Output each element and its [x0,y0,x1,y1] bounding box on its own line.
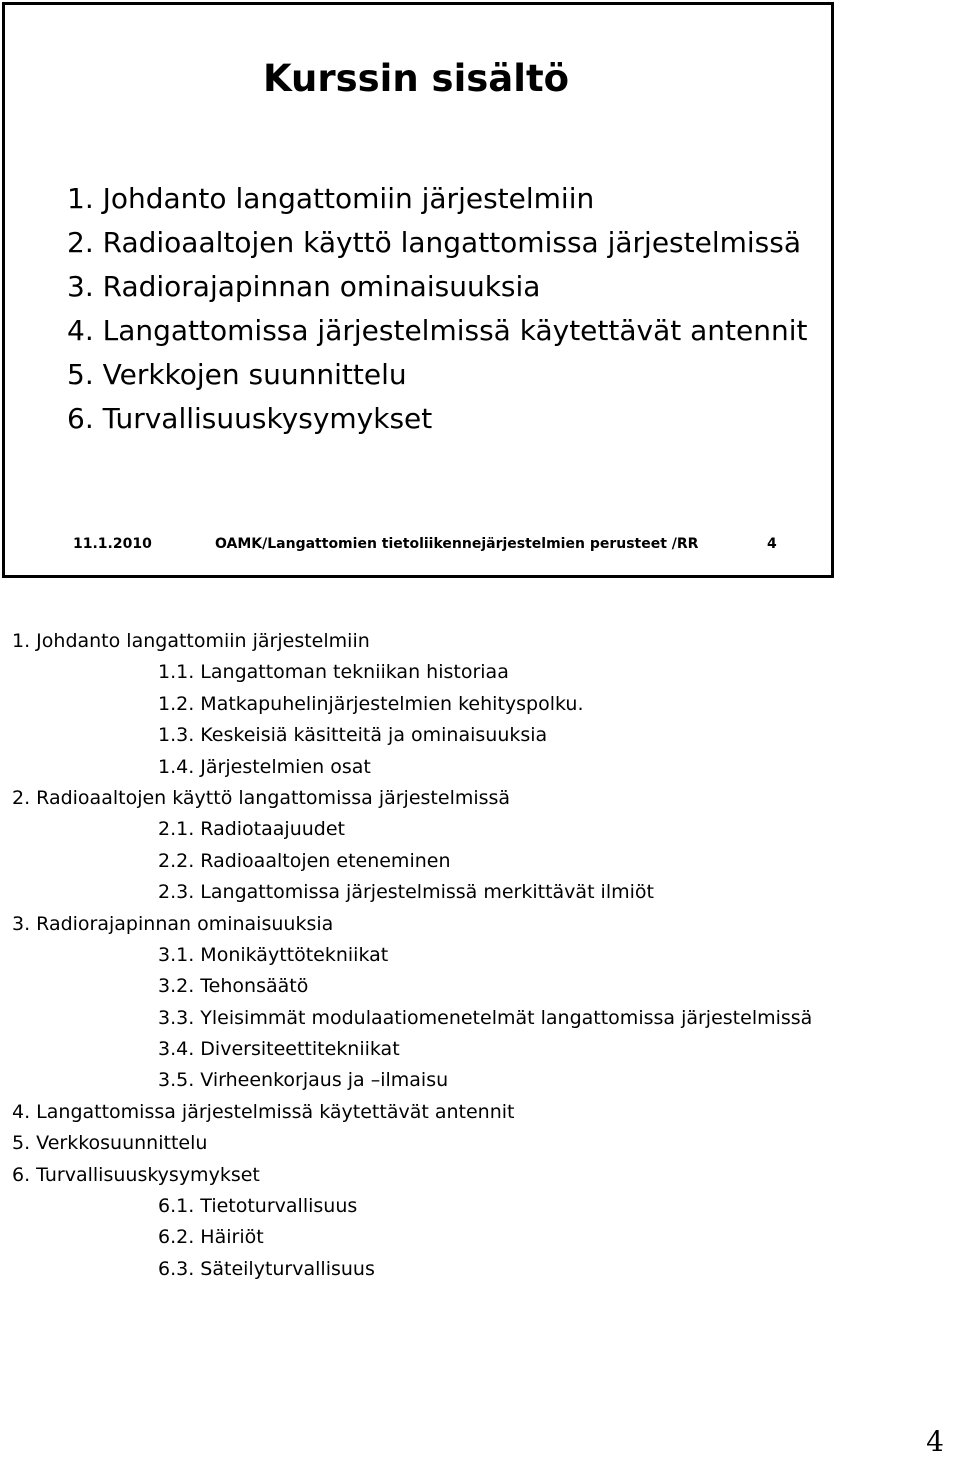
outline-item: 4. Langattomissa järjestelmissä käytettävät antennit [12,1100,515,1123]
slide-topic-list [67,177,807,441]
page-number: 4 [926,1425,944,1458]
outline-item: 6. Turvallisuuskysymykset [12,1163,260,1186]
outline-subitem: 3.4. Diversiteettitekniikat [158,1038,400,1061]
outline-subitem: 2.1. Radiotaajuudet [158,818,345,841]
outline-item: 3. Radiorajapinnan ominaisuuksia [12,912,334,935]
outline-subitem: 6.2. Häiriöt [158,1226,264,1249]
slide-topic-item: 1. Johdanto langattomiin järjestelmiin [67,182,595,215]
slide-footer-number: 4 [767,536,777,552]
outline-subitem: 6.1. Tietoturvallisuus [158,1195,358,1218]
slide-frame [2,2,834,578]
slide-title: Kurssin sisältö [263,57,570,100]
outline-subitem: 3.1. Monikäyttötekniikat [158,943,389,966]
outline-subitem: 3.5. Virheenkorjaus ja –ilmaisu [158,1069,449,1092]
slide-topic-item: 4. Langattomissa järjestelmissä käytettävät antennit [67,314,808,347]
slide-topic-item: 3. Radiorajapinnan ominaisuuksia [67,270,541,303]
outline-subitem: 2.2. Radioaaltojen eteneminen [158,849,451,872]
slide-topic-item: 6. Turvallisuuskysymykset [67,402,433,435]
slide-topic-item: 5. Verkkojen suunnittelu [67,358,407,391]
notes-outline [12,626,812,1285]
outline-subitem: 2.3. Langattomissa järjestelmissä merkittävät ilmiöt [158,881,654,904]
outline-subitem: 1.3. Keskeisiä käsitteitä ja ominaisuuksia [158,724,548,747]
outline-subitem: 1.1. Langattoman tekniikan historiaa [158,661,509,684]
outline-subitem: 1.4. Järjestelmien osat [158,755,371,778]
outline-subitem: 6.3. Säteilyturvallisuus [158,1257,375,1280]
outline-subitem: 1.2. Matkapuhelinjärjestelmien kehityspolku. [158,692,584,715]
slide-topic-item: 2. Radioaaltojen käyttö langattomissa järjestelmissä [67,226,802,259]
outline-item: 5. Verkkosuunnittelu [12,1132,208,1155]
outline-item: 1. Johdanto langattomiin järjestelmiin [12,630,370,652]
outline-item: 2. Radioaaltojen käyttö langattomissa järjestelmissä [12,786,511,809]
outline-subitem: 3.2. Tehonsäätö [158,975,309,998]
slide-footer-date: 11.1.2010 [73,536,152,552]
slide-footer-course: OAMK/Langattomien tietoliikennejärjestelmien perusteet /RR [215,536,699,552]
outline-subitem: 3.3. Yleisimmät modulaatiomenetelmät langattomissa järjestelmissä [158,1006,813,1029]
